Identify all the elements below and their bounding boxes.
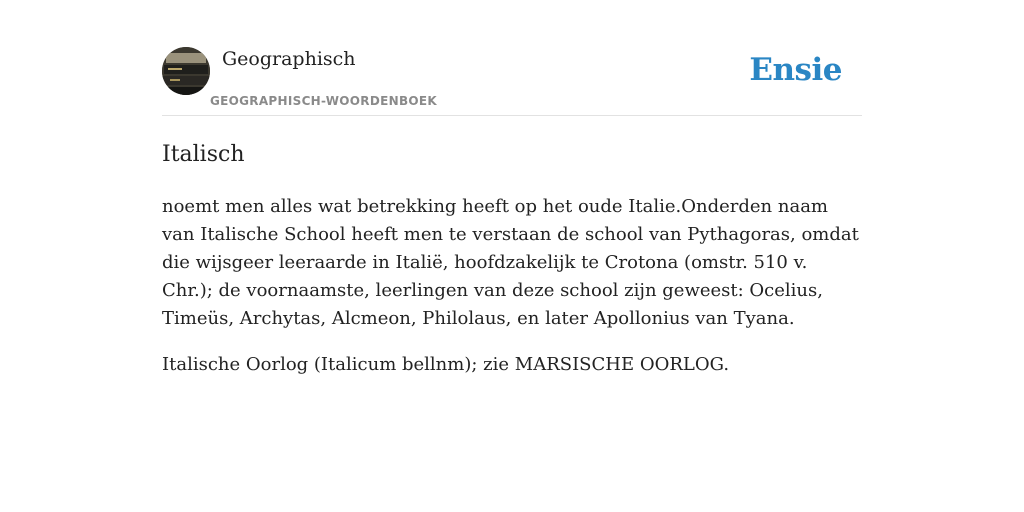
source-slug[interactable]: GEOGRAPHISCH-WOORDENBOEK [210,94,437,108]
page [162,0,862,379]
entry-title: Italisch [162,142,245,167]
entry-paragraph: Italische Oorlog (Italicum bellnm); zie MARSISCHE OORLOG. [162,354,730,375]
entry-body [162,193,862,379]
entry-paragraph: noemt men alles wat betrekking heeft op het oude Italie.Onderden naam van Italische School heeft men te verstaan de school van Pythagoras, omdat die wijsgeer leeraarde in Italië, hoofdzakelijk te Crotona (omstr. 510 v. Chr.); de voornaamste, leerlingen van deze school zijn geweest: Ocelius, Timeüs, Archytas, Alcmeon, Philolaus, en later Apollonius van Tyana. [162,196,859,329]
header [162,47,862,116]
book-stack-avatar-icon [162,47,210,95]
brand-logo[interactable]: Ensie [749,52,842,88]
source-title[interactable]: Geographisch [222,48,356,70]
source-avatar[interactable] [162,47,210,95]
